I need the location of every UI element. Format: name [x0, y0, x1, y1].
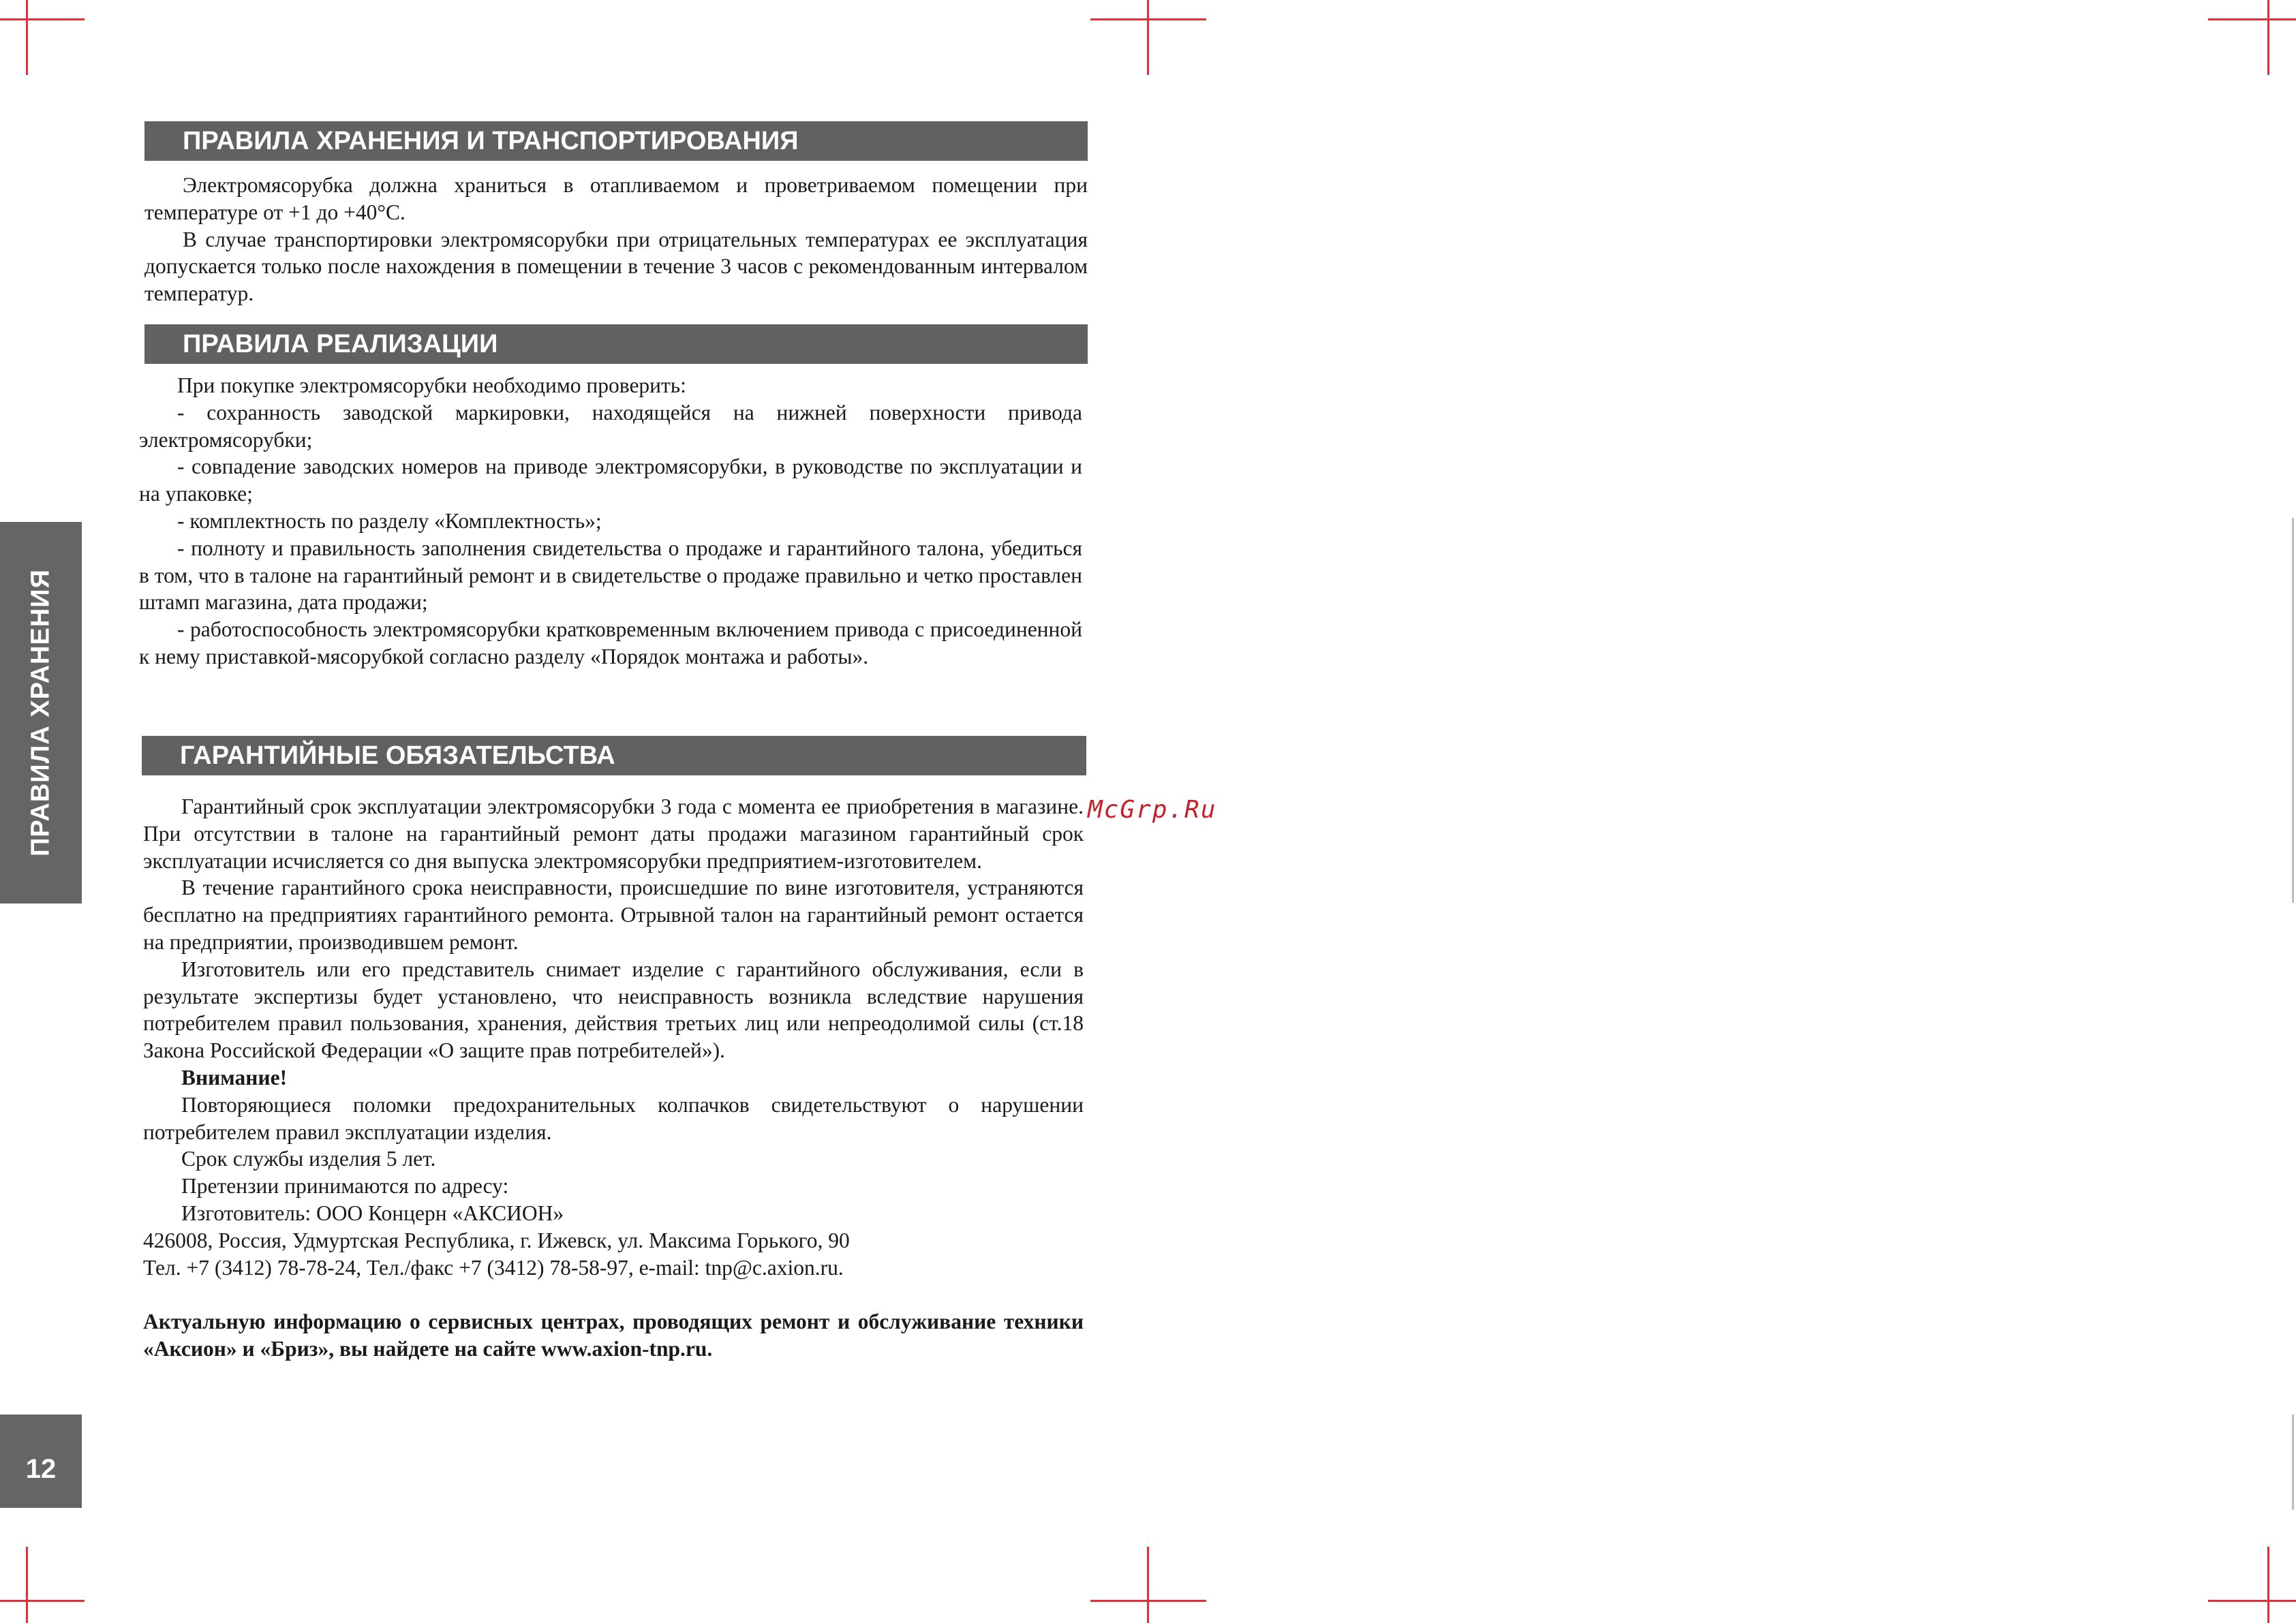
crop-mark — [2208, 1600, 2296, 1602]
crop-mark — [26, 1547, 28, 1623]
watermark: McGrp.Ru — [1088, 796, 1217, 824]
page-number: 12 — [0, 1415, 82, 1508]
paragraph: В течение гарантийного срока неисправности, происшедшие по вине изготовителя, устраняются бесплатно на предприятиях гарантийного ремонта. Отрывной талон на гарантийный ремонт остается на предприятии, производившем ремонт. — [143, 876, 1084, 954]
page-edge — [2292, 1415, 2294, 1510]
list-item: - полноту и правильность заполнения свидетельства о продаже и гарантийного талона, убедиться в том, что в талоне на гарантийный ремонт и в свидетельстве о продаже правильно и четко проставлен штамп магазина, дата продажи; — [139, 536, 1082, 615]
claims-line: Претензии принимаются по адресу: — [181, 1174, 509, 1199]
crop-mark — [1147, 1547, 1149, 1623]
paragraph: При покупке электромясорубки необходимо проверить: — [177, 373, 686, 397]
crop-mark — [2208, 18, 2296, 20]
section-title-sales: ПРАВИЛА РЕАЛИЗАЦИИ — [144, 324, 1088, 364]
section-title-warranty: ГАРАНТИЙНЫЕ ОБЯЗАТЕЛЬСТВА — [142, 736, 1086, 775]
crop-mark — [26, 0, 28, 75]
list-item: - сохранность заводской маркировки, находящейся на нижней поверхности привода электромясорубки; — [139, 400, 1082, 452]
service-life: Срок службы изделия 5 лет. — [181, 1147, 436, 1171]
contacts-line: Тел. +7 (3412) 78-78-24, Тел./факс +7 (3412) 78-58-97, e-mail: tnp@c.axion.ru. — [143, 1255, 844, 1280]
side-tab-label: ПРАВИЛА ХРАНЕНИЯ — [26, 569, 55, 856]
crop-mark — [0, 18, 85, 20]
attention-label: Внимание! — [181, 1065, 288, 1089]
paragraph: В случае транспортировки электромясорубки при отрицательных температурах ее эксплуатация допускается только после нахождения в помещении в течение 3 часов с рекомендованным интервалом температур. — [144, 227, 1088, 306]
spacer — [143, 1281, 1084, 1308]
sales-text — [139, 372, 1082, 670]
service-info: Актуальную информацию о сервисных центрах, проводящих ремонт и обслуживание техники «Аксион» и «Бриз», вы найдете на сайте www.axion-tnp.ru. — [143, 1310, 1084, 1361]
address-line: 426008, Россия, Удмуртская Республика, г. Ижевск, ул. Максима Горького, 90 — [143, 1228, 850, 1252]
storage-text — [144, 172, 1088, 307]
crop-mark — [2267, 1547, 2269, 1623]
list-item: - комплектность по разделу «Комплектность»; — [177, 508, 602, 533]
crop-mark — [1147, 0, 1149, 75]
paragraph: Повторяющиеся поломки предохранительных колпачков свидетельствуют о нарушении потребителем правил эксплуатации изделия. — [143, 1092, 1084, 1144]
crop-mark — [0, 1600, 85, 1602]
page-edge — [2292, 518, 2294, 903]
list-item: - совпадение заводских номеров на приводе электромясорубки, в руководстве по эксплуатации и на упаковке; — [139, 454, 1082, 506]
side-tab — [0, 522, 82, 903]
list-item: - работоспособность электромясорубки кратковременным включением привода с присоединенной к нему приставкой-мясорубкой согласно разделу «Порядок монтажа и работы». — [139, 617, 1082, 668]
paragraph: Электромясорубка должна храниться в отапливаемом и проветриваемом помещении при температуре от +1 до +40°C. — [144, 173, 1088, 224]
section-title-storage: ПРАВИЛА ХРАНЕНИЯ И ТРАНСПОРТИРОВАНИЯ — [144, 121, 1088, 161]
warranty-text — [143, 793, 1084, 1363]
crop-mark — [2267, 0, 2269, 75]
manufacturer-line: Изготовитель: ООО Концерн «АКСИОН» — [181, 1201, 564, 1225]
paragraph: Гарантийный срок эксплуатации электромясорубки 3 года с момента ее приобретения в магазине. При отсутствии в талоне на гарантийный ремонт даты продажи магазином гарантийный срок эксплуатации исчисляется со дня выпуска электромясорубки предприятием-изготовителем. — [143, 794, 1084, 873]
paragraph: Изготовитель или его представитель снимает изделие с гарантийного обслуживания, если в результате экспертизы будет установлено, что неисправность возникла вследствие нарушения потребителем правил пользования, хранения, действия третьих лиц или непреодолимой силы (ст.18 Закона Российской Федерации «О защите прав потребителей»). — [143, 957, 1084, 1063]
